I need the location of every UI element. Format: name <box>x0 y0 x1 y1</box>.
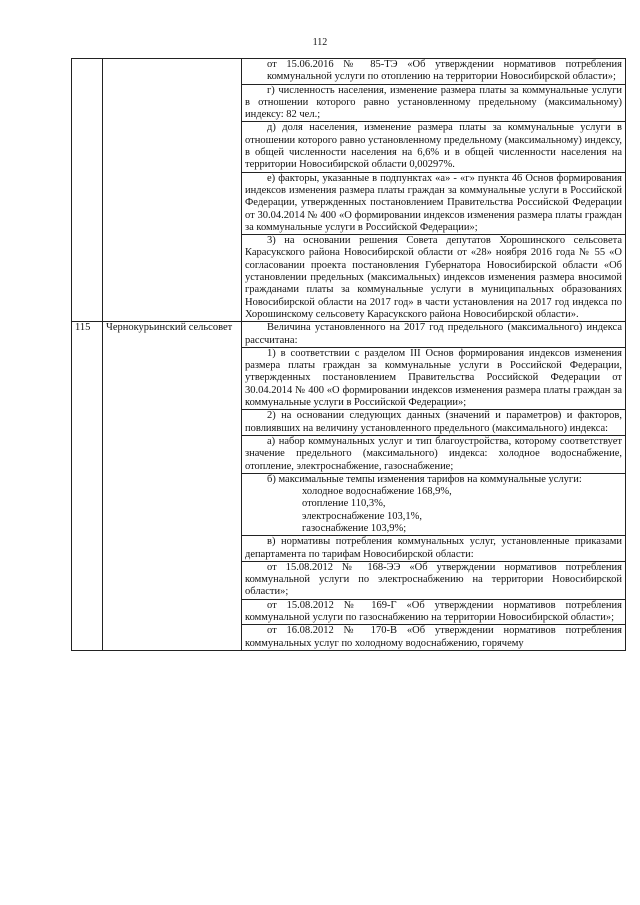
table-row <box>72 59 626 322</box>
paragraph: е) факторы, указанные в подпунктах «а» - «г» пункта 46 Основ формирования индексов изменения размера платы граждан за коммунальные услуги в Российской Федерации, утвержденных постановлением Правительства Российской Федерации от 30.04.2014 № 400 «О формировании индексов изменения размера платы граждан за коммунальные услуги в Российской Федерации»; <box>242 173 625 235</box>
paragraph: от 16.08.2012 № 170-В «Об утверждении нормативов потребления коммунальных услуг по холодному водоснабжению, горячему <box>245 625 622 649</box>
paragraph: 3) на основании решения Совета депутатов Хорошинского сельсовета Карасукского района Новосибирской области от «28» ноября 2016 года № 55 «О согласовании проекта постановления Губернатора Новосибирской области «Об установлении предельных (максимальных) индексов изменения размера вносимой гражданами платы за коммунальные услуги в муниципальных образованиях Новосибирской области на 2017 год» в части установления на 2017 год индекса по Хорошинскому сельсовету Карасукского района Новосибирской области». <box>245 235 622 320</box>
paragraph: от 15.06.2016 № 85-ТЭ «Об утверждении нормативов потребления коммунальной услуги по отоплению на территории Новосибирской области»; <box>242 59 625 85</box>
paragraph: 2) на основании следующих данных (значений и параметров) и факторов, повлиявших на величину установленного предельного (максимального) индекса: <box>242 410 625 436</box>
tariff-line: электроснабжение 103,1%, <box>302 510 422 522</box>
paragraph: Величина установленного на 2017 год предельного (максимального) индекса рассчитана: <box>242 322 625 348</box>
paragraph: от 15.08.2012 № 168-ЭЭ «Об утверждении нормативов потребления коммунальной услуги по электроснабжению на территории Новосибирской области»; <box>242 562 625 600</box>
paragraph: г) численность населения, изменение размера платы за коммунальные услуги в отношении которого равно установленному предельному (максимальному) индексу: 82 чел.; <box>242 85 625 123</box>
tariffs-block <box>242 474 625 536</box>
justification-cell <box>242 322 626 651</box>
paragraph: от 15.08.2012 № 169-Г «Об утверждении нормативов потребления коммунальной услуги по газоснабжению на территории Новосибирской области»; <box>242 600 625 626</box>
paragraph: б) максимальные темпы изменения тарифов на коммунальные услуги: <box>267 473 582 485</box>
row-number-cell: 115 <box>72 322 103 651</box>
paragraph: 1) в соответствии с разделом III Основ формирования индексов изменения размера платы граждан за коммунальные услуги в Российской Федерации, утвержденных постановлением Правительства Российской Федерации от 30.04.2014 № 400 «О формировании индексов изменения размера платы граждан за коммунальные услуги в Российской Федерации»; <box>242 348 625 410</box>
tariff-line: газоснабжение 103,9%; <box>302 522 407 534</box>
municipality-cell <box>103 59 242 322</box>
table-row <box>72 322 626 651</box>
paragraph: а) набор коммунальных услуг и тип благоустройства, которому соответствует значение предельного (максимального) индекса: холодное водоснабжение, отопление, электроснабжение, газоснабжение; <box>242 436 625 474</box>
tariff-line: холодное водоснабжение 168,9%, <box>302 486 452 498</box>
paragraph: в) нормативы потребления коммунальных услуг, установленные приказами департамента по тарифам Новосибирской области: <box>242 536 625 562</box>
indices-table <box>71 58 626 651</box>
paragraph: д) доля населения, изменение размера платы за коммунальные услуги в отношении которого равно установленному предельному (максимальному) индексу, в общей численности населения на 6,6% и в общей численности населения на территории Новосибирской области 0,00297%. <box>242 122 625 172</box>
justification-cell <box>242 59 626 322</box>
municipality-cell: Чернокурьинский сельсовет <box>103 322 242 651</box>
row-number-cell <box>72 59 103 322</box>
page-number: 112 <box>312 37 328 48</box>
tariff-line: отопление 110,3%, <box>302 498 386 510</box>
